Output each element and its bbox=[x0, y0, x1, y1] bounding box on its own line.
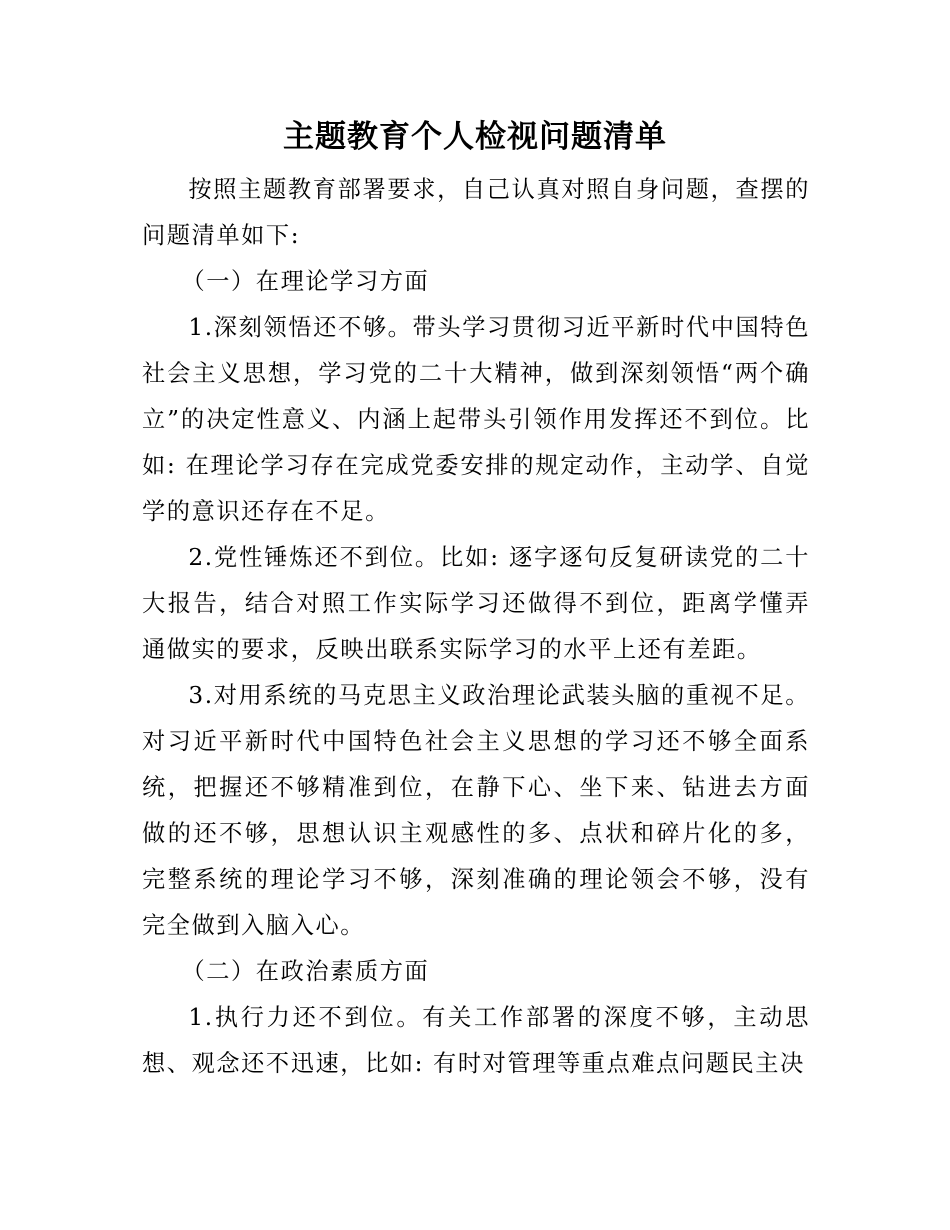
paragraph-theory-1: 1.深刻领悟还不够。带头学习贯彻习近平新时代中国特色社会主义思想，学习党的二十大精神，做到深刻领悟“两个确立”的决定性意义、内涵上起带头引领作用发挥还不到位。比如: 在理论学习存在完成党委安排的规定动作，主动学、自觉学的意识还存在不足。 bbox=[142, 314, 810, 525]
intro-paragraph: 按照主题教育部署要求，自己认真对照自身问题，查摆的问题清单如下: bbox=[142, 176, 810, 249]
section-heading-theory: （一）在理论学习方面 bbox=[181, 268, 430, 295]
paragraph-theory-2: 2.党性锤炼还不到位。比如: 逐字逐句反复研读党的二十大报告，结合对照工作实际学习还做得不到位，距离学懂弄通做实的要求，反映出联系实际学习的水平上还有差距。 bbox=[142, 544, 810, 663]
document-title: 主题教育个人检视问题清单 bbox=[283, 119, 667, 155]
document-body bbox=[142, 167, 810, 1087]
paragraph-theory-3: 3.对用系统的马克思主义政治理论武装头脑的重视不足。对习近平新时代中国特色社会主义思想的学习还不够全面系统，把握还不够精准到位，在静下心、坐下来、钻进去方面做的还不够，思想认识主观感性的多、点状和碎片化的多，完整系统的理论学习不够，深刻准确的理论领会不够，没有完全做到入脑入心。 bbox=[142, 682, 810, 939]
paragraph-politics-1: 1.执行力还不到位。有关工作部署的深度不够，主动思想、观念还不迅速，比如: 有时对管理等重点难点问题民主决 bbox=[142, 1004, 810, 1077]
section-heading-politics: （二）在政治素质方面 bbox=[181, 958, 430, 985]
